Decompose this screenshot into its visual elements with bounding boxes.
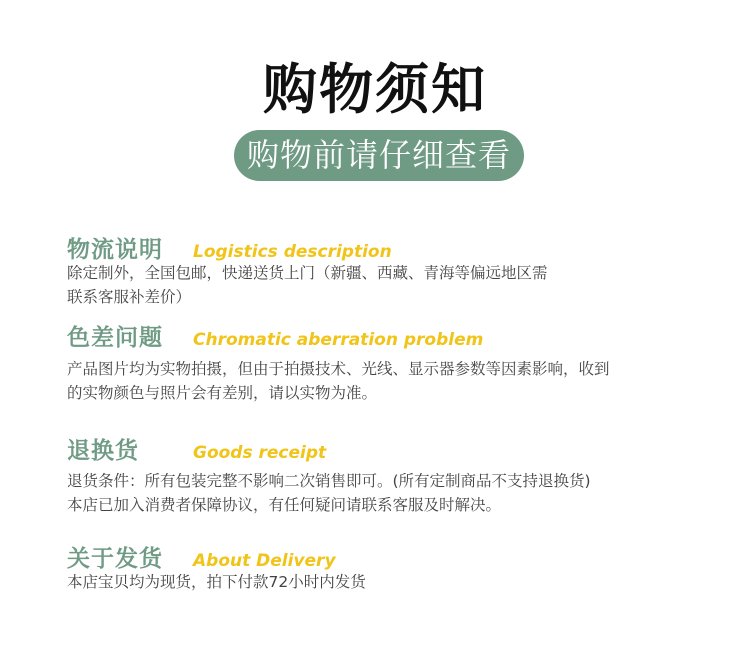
section-body: [67, 357, 707, 405]
section-title-en: Goods receipt: [193, 443, 327, 463]
section-body: [67, 469, 707, 517]
section-title-en: Logistics description: [193, 242, 392, 262]
section-body: [67, 261, 707, 309]
page-title: 购物须知: [263, 58, 487, 121]
section-logistics: [67, 231, 707, 309]
body-line: 产品图片均为实物拍摄，但由于拍摄技术、光线、显示器参数等因素影响，收到: [67, 360, 610, 378]
section-title-zh: 色差问题: [67, 325, 163, 351]
section-title-zh: 退换货: [67, 438, 139, 464]
body-line: 联系客服补差价）: [67, 288, 192, 306]
section-color-difference: [67, 319, 707, 405]
subtitle-badge: 购物前请仔细查看: [234, 130, 524, 181]
body-line: 的实物颜色与照片会有差别，请以实物为准。: [67, 384, 378, 402]
section-title-zh: 物流说明: [67, 237, 163, 263]
section-body: [67, 570, 707, 594]
section-delivery: [67, 540, 707, 594]
section-title-en: About Delivery: [193, 551, 336, 571]
section-returns: [67, 432, 707, 517]
body-line: 本店宝贝均为现货，拍下付款72小时内发货: [67, 573, 366, 591]
section-title-en: Chromatic aberration problem: [193, 330, 484, 350]
body-line: 除定制外，全国包邮，快递送货上门（新疆、西藏、青海等偏远地区需: [67, 264, 548, 282]
body-line: 退货条件：所有包装完整不影响二次销售即可。(所有定制商品不支持退换货): [67, 472, 591, 490]
section-title-zh: 关于发货: [67, 546, 163, 572]
body-line: 本店已加入消费者保障协议，有任何疑问请联系客服及时解决。: [67, 496, 502, 514]
